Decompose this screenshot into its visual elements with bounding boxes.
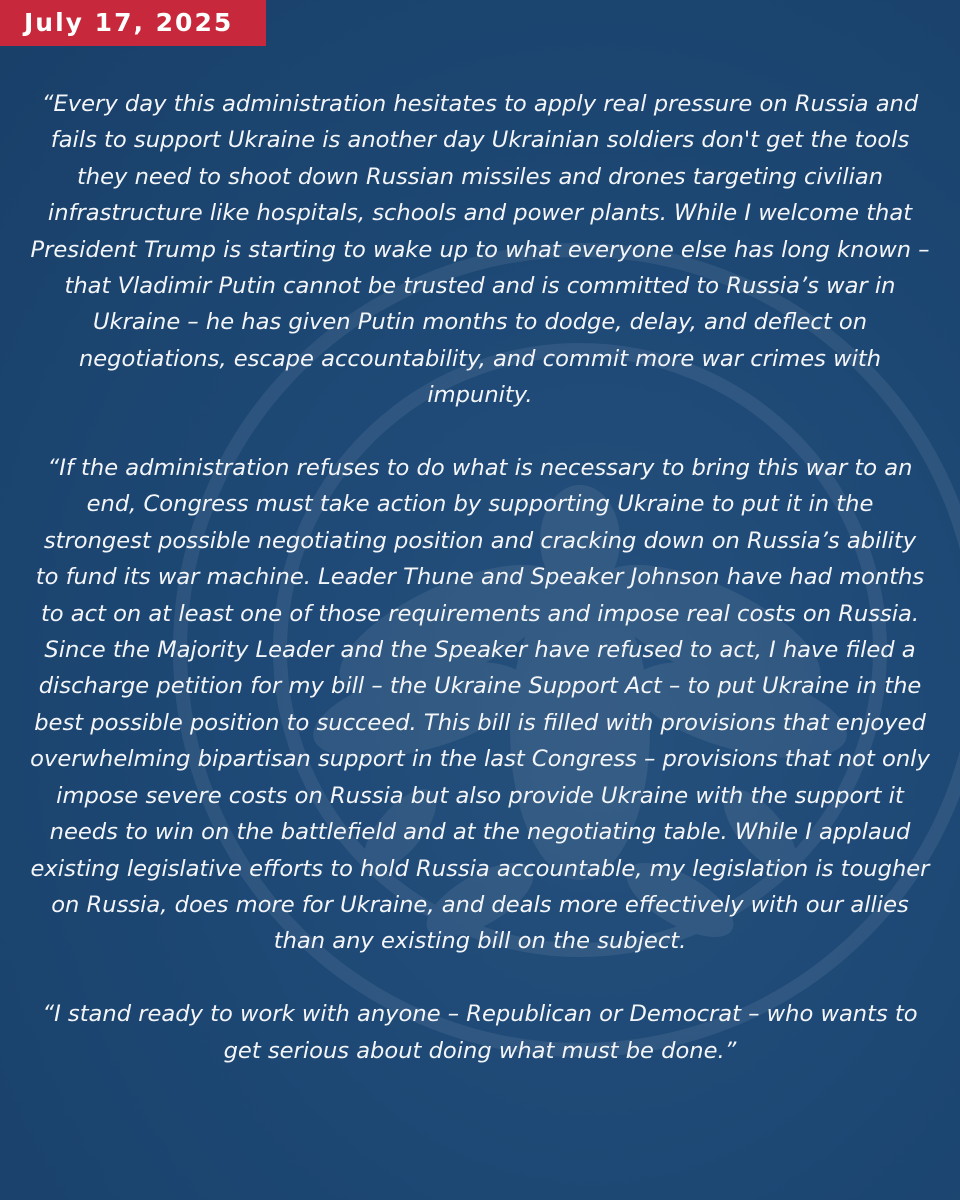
date-text: July 17, 2025 [24,8,234,37]
statement-paragraph-3: “I stand ready to work with anyone – Republican or Democrat – who wants to get serious about doing what must be done.” [42,1001,918,1064]
statement-body [30,86,930,1105]
statement-paragraph-1: “Every day this administration hesitates to apply real pressure on Russia and fails to support Ukraine is another day Ukrainian soldiers don't get the tools they need to shoot down Russian missiles and drones targeting civilian infrastructure like hospitals, schools and power plants. While I welcome that President Trump is starting to wake up to what everyone else has long known – that Vladimir Putin cannot be trusted and is committed to Russia’s war in Ukraine – he has given Putin months to dodge, delay, and deflect on negotiations, escape accountability, and commit more war crimes with impunity. [30,91,930,409]
date-badge [0,0,266,46]
statement-paragraph-2: “If the administration refuses to do what is necessary to bring this war to an end, Congress must take action by supporting Ukraine to put it in the strongest possible negotiating position and cracking down on Russia’s ability to fund its war machine. Leader Thune and Speaker Johnson have had months to act on at least one of those requirements and impose real costs on Russia. Since the Majority Leader and the Speaker have refused to act, I have filed a discharge petition for my bill – the Ukraine Support Act – to put Ukraine in the best possible position to succeed. This bill is filled with provisions that enjoyed overwhelming bipartisan support in the last Congress – provisions that not only impose severe costs on Russia but also provide Ukraine with the support it needs to win on the battlefield and at the negotiating table. While I applaud existing legislative efforts to hold Russia accountable, my legislation is tougher on Russia, does more for Ukraine, and deals more effectively with our allies than any existing bill on the subject. [30,455,930,955]
